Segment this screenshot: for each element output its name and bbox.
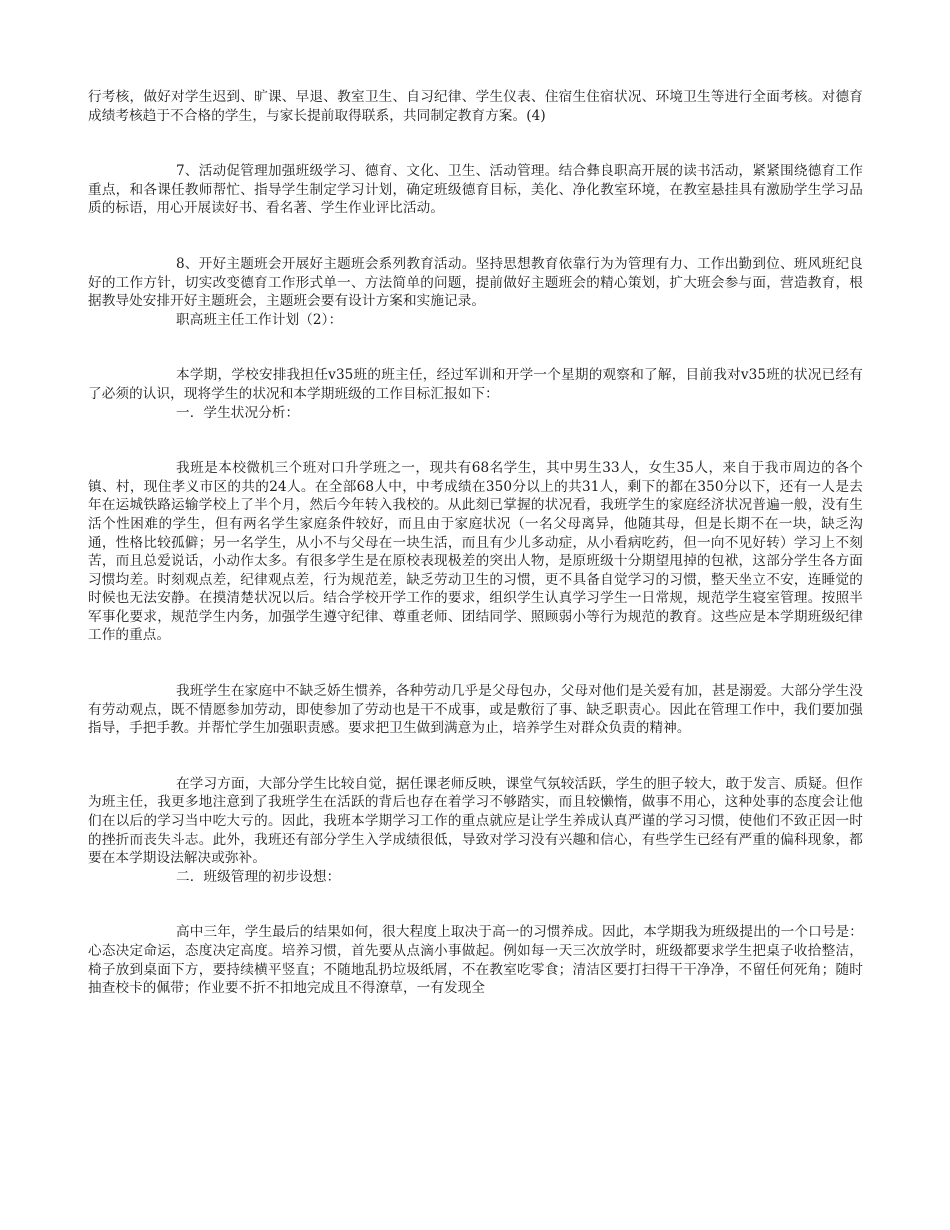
paragraph-intro: 本学期，学校安排我担任v35班的班主任，经过军训和开学一个星期的观察和了解，目前我对v35班的状况已经有了必须的认识，现将学生的状况和本学期班级的工作目标汇报如下： [88, 367, 863, 402]
paragraph-labor-habits: 我班学生在家庭中不缺乏娇生惯养，各种劳动几乎是父母包办，父母对他们是关爱有加，甚是溺爱。大部分学生没有劳动观点，既不情愿参加劳动，即使参加了劳动也是干不成事，或是敷衍了事、缺乏职责心。因此在管理工作中，我们要加强指导，手把手教。并帮忙学生加强职责感。要求把卫生做到满意为止，培养学生对群众负责的精神。 [88, 683, 863, 737]
section-heading-management-ideas: 二．班级管理的初步设想： [176, 868, 341, 885]
paragraph-evaluation: 行考核，做好对学生迟到、旷课、早退、教室卫生、自习纪律、学生仪表、住宿生住宿状况、环境卫生等进行全面考核。对德育成绩考核趋于不合格的学生，与家长提前取得联系，共同制定教育方案。(4) [88, 89, 863, 124]
document-page [88, 88, 863, 998]
paragraph-study-habits: 在学习方面，大部分学生比较自觉，据任课老师反映，课堂气氛较活跃，学生的胆子较大，敢于发言、质疑。但作为班主任，我更多地注意到了我班学生在活跃的背后也存在着学习不够踏实，而且较懒惰，做事不用心，这种处事的态度会让他们在以后的学习当中吃大亏的。因此，我班本学期学习工作的重点就应是让学生养成认真严谨的学习习惯，使他们不致正因一时的挫折而丧失斗志。此外，我班还有部分学生入学成绩很低，导致对学习没有兴趣和信心，有些学生已经有严重的偏科现象，都要在本学期设法解决或弥补。 [88, 775, 863, 867]
paragraph-habit-formation: 高中三年，学生最后的结果如何，很大程度上取决于高一的习惯养成。因此，本学期我为班级提出的一个口号是：心态决定命运，态度决定高度。培养习惯，首先要从点滴小事做起。例如每一天三次放学时，班级都要求学生把桌子收拾整洁，椅子放到桌面下方，要持续横平竖直；不随地乱扔垃圾纸屑，不在教室吃零食；清洁区要打扫得干干净净，不留任何死角；随时抽查校卡的佩带；作业要不折不扣地完成且不得潦草，一有发现全 [88, 924, 863, 997]
section-heading-student-analysis: 一．学生状况分析： [176, 404, 300, 421]
paragraph-theme-meeting: 8、开好主题班会开展好主题班会系列教育活动。坚持思想教育依靠行为为管理有力、工作出勤到位、班风班纪良好的工作方针，切实改变德育工作形式单一、方法简单的问题，提前做好主题班会的精心策划，扩大班会参与面，营造教育，根据教导处安排开好主题班会，主题班会要有设计方案和实施记录。 [88, 255, 863, 310]
paragraph-activity-management: 7、活动促管理加强班级学习、德育、文化、卫生、活动管理。结合彝良职高开展的读书活动，紧紧围绕德育工作重点，和各课任教师帮忙、指导学生制定学习计划，确定班级德育目标，美化、净化教室环境，在教室悬挂具有激励学生学习品质的标语，用心开展读好书、看名著、学生作业评比活动。 [88, 163, 863, 217]
paragraph-class-overview: 我班是本校微机三个班对口升学班之一，现共有68名学生，其中男生33人，女生35人，来自于我市周边的各个镇、村，现住孝义市区的共的24人。在全部68人中，中考成绩在350分以上的共31人，剩下的都在350分以下，还有一人是去年在运城铁路运输学校上了半个月，然后今年转入我校的。从此刻已掌握的状况看，我班学生的家庭经济状况普遍一般，没有生活个性困难的学生，但有两名学生家庭条件较好，而且由于家庭状况（一名父母离异，他随其母，但是长期不在一块，缺乏沟通，性格比较孤僻；另一名学生，从小不与父母在一块生活，而且有少儿多动症，从小看病吃药，但一向不见好转）学习上不刻苦，而且总爱说话，小动作太多。有很多学生是在原校表现极差的突出人物，是原班级十分期望甩掉的包袱，这部分学生各方面习惯均差。时刻观点差，纪律观点差，行为规范差，缺乏劳动卫生的习惯，更不具备自觉学习的习惯，整天坐立不安，连睡觉的时候也无法安静。在摸清楚状况以后。结合学校开学工作的要求，组织学生认真学习学生一日常规，规范学生寝室管理。按照半军事化要求，规范学生内务，加强学生遵守纪律、尊重老师、团结同学、照顾弱小等行为规范的教育。这些应是本学期班级纪律工作的重点。 [88, 460, 863, 644]
section-title-plan-2: 职高班主任工作计划（2）： [176, 311, 343, 328]
